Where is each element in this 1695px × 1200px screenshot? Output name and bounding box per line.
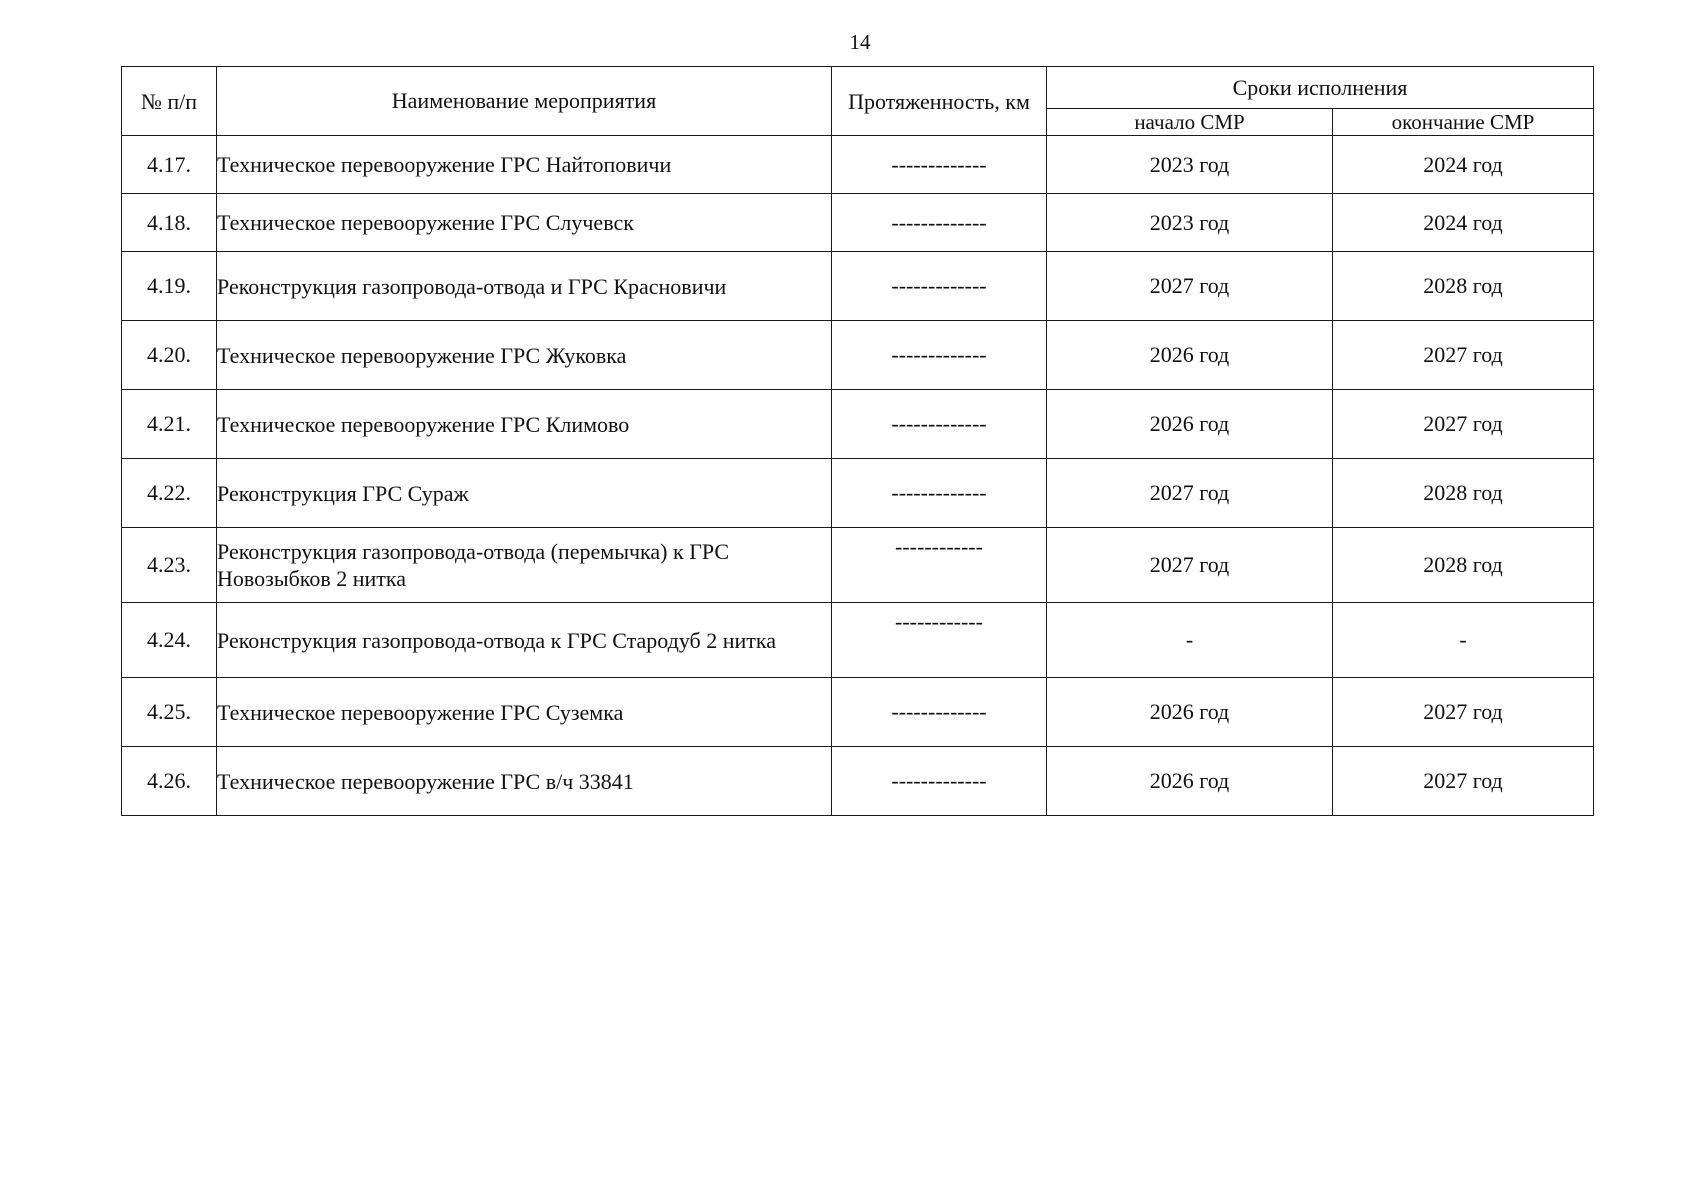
row-num: 4.26. (122, 747, 217, 816)
table-row (122, 528, 1594, 603)
row-end: 2027 год (1333, 321, 1594, 390)
row-length: ------------- (832, 136, 1047, 194)
table-row (122, 747, 1594, 816)
row-num: 4.22. (122, 459, 217, 528)
table-row (122, 194, 1594, 252)
row-name: Техническое перевооружение ГРС в/ч 33841 (217, 747, 832, 816)
header-terms: Сроки исполнения (1047, 67, 1594, 109)
header-length: Протяженность, км (832, 67, 1047, 136)
row-num: 4.25. (122, 678, 217, 747)
row-length: ------------- (832, 678, 1047, 747)
row-end: 2028 год (1333, 252, 1594, 321)
row-num: 4.24. (122, 603, 217, 678)
row-name: Техническое перевооружение ГРС Суземка (217, 678, 832, 747)
table-body (122, 136, 1594, 816)
row-start: 2027 год (1047, 528, 1333, 603)
table-row (122, 603, 1594, 678)
row-num: 4.23. (122, 528, 217, 603)
row-start: - (1047, 603, 1333, 678)
row-start: 2023 год (1047, 194, 1333, 252)
table-header (122, 67, 1594, 136)
table-row (122, 390, 1594, 459)
row-start: 2027 год (1047, 252, 1333, 321)
header-start: начало СМР (1047, 109, 1333, 136)
row-start: 2026 год (1047, 390, 1333, 459)
row-start: 2026 год (1047, 321, 1333, 390)
row-start: 2023 год (1047, 136, 1333, 194)
row-end: 2027 год (1333, 390, 1594, 459)
row-start: 2026 год (1047, 747, 1333, 816)
row-name: Техническое перевооружение ГРС Жуковка (217, 321, 832, 390)
header-end: окончание СМР (1333, 109, 1594, 136)
row-name: Техническое перевооружение ГРС Найтоповичи (217, 136, 832, 194)
measures-table (121, 66, 1594, 816)
row-length: ------------- (832, 747, 1047, 816)
row-end: 2027 год (1333, 747, 1594, 816)
row-length: ------------- (832, 252, 1047, 321)
row-num: 4.19. (122, 252, 217, 321)
header-name: Наименование мероприятия (217, 67, 832, 136)
table-row (122, 136, 1594, 194)
row-length: ------------- (832, 459, 1047, 528)
row-num: 4.21. (122, 390, 217, 459)
row-num: 4.20. (122, 321, 217, 390)
row-end: 2024 год (1333, 136, 1594, 194)
row-length: ------------- (832, 390, 1047, 459)
row-length: ------------ (832, 603, 1047, 678)
header-num: № п/п (122, 67, 217, 136)
row-end: 2024 год (1333, 194, 1594, 252)
page-number: 14 (849, 30, 871, 54)
row-name: Реконструкция газопровода-отвода к ГРС Стародуб 2 нитка (217, 603, 832, 678)
row-end: - (1333, 603, 1594, 678)
row-name: Реконструкция ГРС Сураж (217, 459, 832, 528)
row-end: 2028 год (1333, 528, 1594, 603)
row-length: ------------- (832, 321, 1047, 390)
row-num: 4.18. (122, 194, 217, 252)
row-length: ------------ (832, 528, 1047, 603)
row-length: ------------- (832, 194, 1047, 252)
table-row (122, 321, 1594, 390)
row-name: Реконструкция газопровода-отвода и ГРС Красновичи (217, 252, 832, 321)
row-name: Техническое перевооружение ГРС Случевск (217, 194, 832, 252)
row-name: Техническое перевооружение ГРС Климово (217, 390, 832, 459)
table-row (122, 459, 1594, 528)
table-row (122, 678, 1594, 747)
row-end: 2028 год (1333, 459, 1594, 528)
row-end: 2027 год (1333, 678, 1594, 747)
table-row (122, 252, 1594, 321)
row-start: 2026 год (1047, 678, 1333, 747)
row-num: 4.17. (122, 136, 217, 194)
row-name: Реконструкция газопровода-отвода (перемычка) к ГРС Новозыбков 2 нитка (217, 528, 832, 603)
row-start: 2027 год (1047, 459, 1333, 528)
